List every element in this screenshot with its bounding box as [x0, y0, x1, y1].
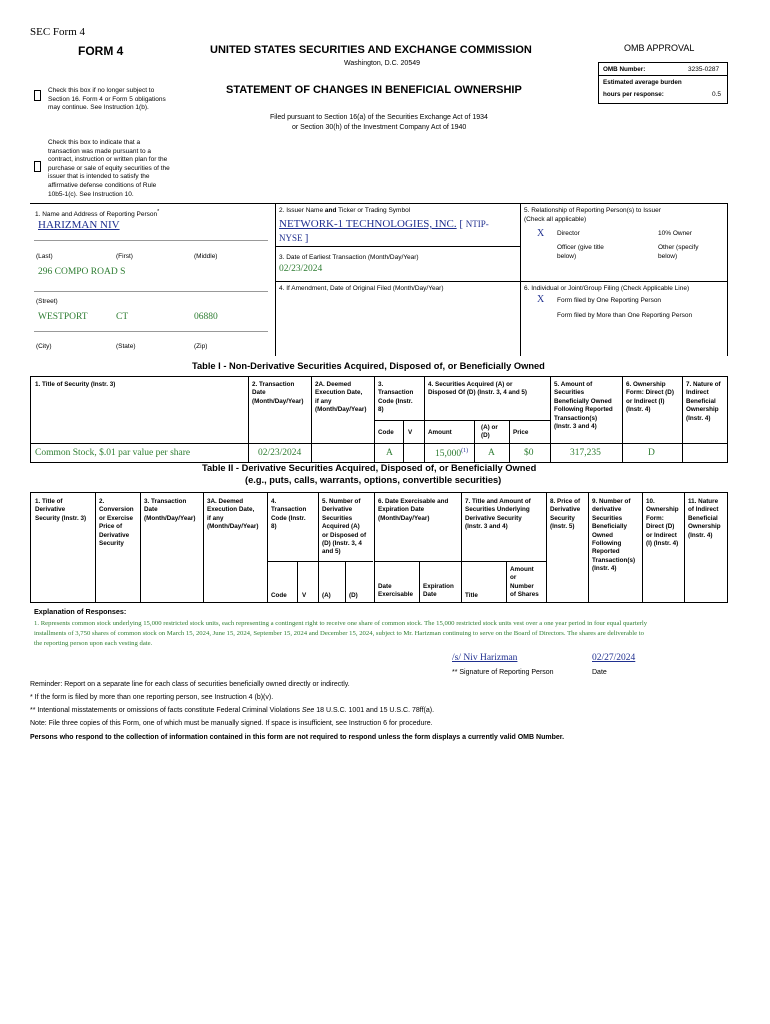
t1-h-deemed: 2A. Deemed Execution Date, if any (Month/Day/Year)	[315, 381, 367, 414]
t1-h-form: 6. Ownership Form: Direct (D) or Indirect (I) (Instr. 4)	[626, 381, 674, 414]
t1-row-amount: 15,000$^{(1)}$	[435, 448, 469, 460]
rule-10b5-checkbox[interactable]	[34, 161, 41, 172]
note-copies: Note: File three copies of this Form, one of which must be manually signed. If space is insufficient, see Instruction 6 for procedure.	[30, 720, 433, 727]
t2-sub-a: (A)	[322, 592, 331, 599]
street-label: (Street)	[36, 298, 58, 305]
last-name-label: (Last)	[36, 253, 53, 260]
issuer-label: 2. Issuer Name and Ticker or Trading Symbol	[279, 207, 411, 214]
no-longer-subject-text: Check this box if no longer subject to Section 16. Form 4 or Form 5 obligations may continue. See Instruction 1(b).	[48, 87, 166, 112]
omb-burden-value: 0.5	[712, 91, 722, 98]
t1-sub-code: Code	[378, 429, 394, 436]
sec-form-label: SEC Form 4	[30, 26, 86, 38]
reminder: Reminder: Report on a separate line for each class of securities beneficially owned directly or indirectly.	[30, 681, 350, 688]
t2-h-number: 5. Number of Derivative Securities Acquired (A) or Disposed of (D) (Instr. 3, 4 and 5)	[322, 498, 367, 556]
director-check[interactable]: X	[537, 228, 545, 239]
t1-h-code: 3. Transaction Code (Instr. 8)	[378, 381, 414, 414]
t1-row-ad: A	[488, 448, 495, 458]
t2-h-underlying: 7. Title and Amount of Securities Underlying Derivative Security (Instr. 3 and 4)	[465, 498, 531, 531]
zip-value: 06880	[194, 312, 218, 322]
t1-h-nature: 7. Nature of Indirect Beneficial Ownership (Instr. 4)	[686, 381, 721, 422]
t1-h-owned: 5. Amount of Securities Beneficially Owned Following Reported Transaction(s) (Instr. 3 and 4)	[554, 381, 613, 431]
t2-sub-d: (D)	[349, 592, 358, 599]
reporting-person-name[interactable]: HARIZMAN NIV	[38, 219, 120, 231]
t2-h-deemed: 3A. Deemed Execution Date, if any (Month/Day/Year)	[207, 498, 259, 531]
issuer-name[interactable]: NETWORK-1 TECHNOLOGIES, INC. [ NTIP-	[279, 218, 489, 230]
one-person-label: Form filed by One Reporting Person	[557, 297, 662, 304]
filed-pursuant-line1: Filed pursuant to Section 16(a) of the Securities Exchange Act of 1934	[270, 114, 488, 121]
t2-h-title: 1. Title of Derivative Security (Instr. 3)	[35, 498, 87, 522]
zip-label: (Zip)	[194, 343, 208, 350]
statement-title: STATEMENT OF CHANGES IN BENEFICIAL OWNERSHIP	[226, 84, 522, 96]
form-title: FORM 4	[78, 44, 124, 58]
t1-row-code: A	[386, 448, 393, 458]
omb-notice: Persons who respond to the collection of information contained in this form are not required to respond unless the form displays a currently valid OMB Number.	[30, 734, 565, 741]
t2-h-exercisable: 6. Date Exercisable and Expiration Date (Month/Day/Year)	[378, 498, 449, 522]
t2-sub-v: V	[302, 592, 307, 599]
explanation-title: Explanation of Responses:	[34, 607, 127, 616]
one-person-check[interactable]: X	[537, 294, 545, 305]
t1-sub-amount: Amount	[428, 429, 452, 436]
omb-approval-title: OMB APPROVAL	[624, 43, 695, 53]
table2-title-1: Table II - Derivative Securities Acquired, Disposed of, or Beneficially Owned	[202, 463, 537, 473]
t1-sub-ad: (A) or (D)	[481, 424, 498, 440]
more-persons-label: Form filed by More than One Reporting Person	[557, 312, 693, 319]
t2-h-conversion: 2. Conversion or Exercise Price of Derivative Security	[99, 498, 134, 548]
note-multiple-persons: * If the form is filed by more than one reporting person, see Instruction 4 (b)(v).	[30, 694, 274, 701]
signature-date: 02/27/2024	[592, 653, 636, 663]
omb-number-label: OMB Number:	[603, 66, 646, 73]
t2-sub-title: Title	[465, 592, 478, 599]
t1-h-date: 2. Transaction Date (Month/Day/Year)	[252, 381, 304, 405]
t2-h-date: 3. Transaction Date (Month/Day/Year)	[144, 498, 196, 522]
t2-sub-date-exercisable: Date Exercisable	[378, 583, 414, 599]
agency-city: Washington, D.C. 20549	[344, 60, 421, 67]
t1-row-price: $0	[524, 448, 534, 458]
signature: /s/ Niv Harizman	[452, 653, 518, 663]
note-misstatements: ** Intentional misstatements or omissions of facts constitute Federal Criminal Violations See 18 U.S.C. 1001 and 15 U.S.C. 78ff(a).	[30, 707, 435, 714]
t1-row-form: D	[648, 448, 655, 458]
state-label: (State)	[116, 343, 136, 350]
amendment-label: 4. If Amendment, Date of Original Filed (Month/Day/Year)	[279, 285, 444, 292]
filed-pursuant-line2: or Section 30(h) of the Investment Company Act of 1940	[292, 124, 467, 131]
street-value: 296 COMPO ROAD S	[38, 267, 126, 277]
city-value: WESTPORT	[38, 312, 88, 322]
first-name-label: (First)	[116, 253, 133, 260]
earliest-transaction-label: 3. Date of Earliest Transaction (Month/Day/Year)	[279, 254, 419, 261]
t1-h-title: 1. Title of Security (Instr. 3)	[35, 381, 116, 388]
earliest-transaction-date: 02/23/2024	[279, 264, 323, 274]
agency-title: UNITED STATES SECURITIES AND EXCHANGE COMMISSION	[210, 44, 532, 56]
director-label: Director	[557, 230, 580, 237]
state-value: CT	[116, 312, 129, 322]
issuer-ticker: NYSE ]	[279, 232, 309, 244]
no-longer-subject-checkbox[interactable]	[34, 90, 41, 101]
omb-burden-label-2: hours per response:	[603, 91, 664, 98]
t2-h-price: 8. Price of Derivative Security (Instr. 5)	[550, 498, 581, 531]
t1-row-owned: 317,235	[570, 448, 601, 458]
city-label: (City)	[36, 343, 52, 350]
other-label: Other (specify below)	[658, 244, 699, 260]
t2-sub-code: Code	[271, 592, 287, 599]
t2-h-form: 10. Ownership Form: Direct (D) or Indirect (I) (Instr. 4)	[646, 498, 679, 548]
omb-number-value: 3235-0287	[688, 66, 720, 73]
reporting-person-label: 1. Name and Address of Reporting Person*	[35, 209, 160, 219]
t1-sub-price: Price	[513, 429, 529, 436]
t1-row-title: Common Stock, $.01 par value per share	[35, 448, 191, 458]
signature-label: ** Signature of Reporting Person	[452, 669, 554, 676]
relationship-label: 5. Relationship of Reporting Person(s) to Issuer (Check all applicable)	[524, 207, 661, 223]
t1-sub-v: V	[408, 429, 413, 436]
ten-percent-owner-label: 10% Owner	[658, 230, 692, 237]
t1-row-date: 02/23/2024	[258, 448, 302, 458]
t2-h-nature: 11. Nature of Indirect Beneficial Ownership (Instr. 4)	[688, 498, 721, 539]
rule-10b5-text: Check this box to indicate that a transaction was made pursuant to a contract, instruction or written plan for the purchase or sale of equity securities of the issuer that is intended to satisfy the affirmative defense conditions of Rule 10b5-1(c). See Instruction 10.	[48, 139, 170, 198]
t2-h-owned: 9. Number of derivative Securities Beneficially Owned Following Reported Transaction(s) (Instr. 4)	[592, 498, 636, 573]
table1-title: Table I - Non-Derivative Securities Acquired, Disposed of, or Beneficially Owned	[192, 361, 545, 371]
middle-name-label: (Middle)	[194, 253, 218, 260]
omb-burden-label-1: Estimated average burden	[603, 79, 682, 86]
t1-h-acquired: 4. Securities Acquired (A) or Disposed Of (D) (Instr. 3, 4 and 5)	[428, 381, 528, 397]
t2-h-code: 4. Transaction Code (Instr. 8)	[271, 498, 307, 531]
footnote-1: 1. Represents common stock underlying 15,000 restricted stock units, each representing a contingent right to receive one share of common stock. The 15,000 restricted stock units vest over a one year period in four equal quarterly installments of 3,750 shares of common stock on March 15, 2024, June 15, 2024, September 15, 2024 and December 15, 2024, subject to Mr. Harizman continuing to serve on the Board of Directors. The shares are deliverable to the reporting person upon each vesting date.	[34, 620, 648, 647]
t2-sub-expiration: Expiration Date	[423, 583, 454, 599]
date-label: Date	[592, 669, 607, 676]
t2-sub-amount: Amount or Number of Shares	[510, 566, 539, 599]
table2-title-2: (e.g., puts, calls, warrants, options, convertible securities)	[245, 475, 502, 485]
filing-type-label: 6. Individual or Joint/Group Filing (Check Applicable Line)	[524, 285, 690, 292]
officer-label: Officer (give title below)	[557, 244, 604, 260]
